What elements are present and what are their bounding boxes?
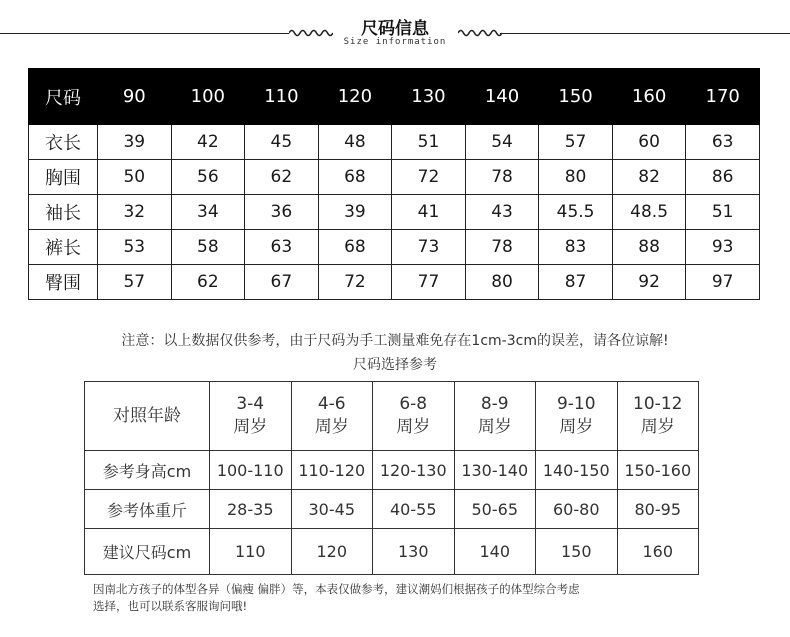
wave-ornament-right <box>458 26 502 38</box>
selection-cell-line: 周岁 <box>640 417 675 437</box>
selection-cell-line: 周岁 <box>233 417 268 437</box>
measurement-value: 56 <box>171 160 245 195</box>
measurement-value: 58 <box>171 230 245 265</box>
measurement-value: 43 <box>465 195 539 230</box>
selection-cell: 30-45 <box>291 490 373 529</box>
measurement-value: 48 <box>318 125 392 160</box>
measurement-value: 45 <box>245 125 319 160</box>
selection-cell-line: 周岁 <box>477 417 512 437</box>
measurement-value: 39 <box>98 125 172 160</box>
selection-label: 建议尺码cm <box>85 529 210 575</box>
measurement-value: 34 <box>171 195 245 230</box>
selection-cell: 140-150 <box>536 451 618 490</box>
measurement-value: 78 <box>465 230 539 265</box>
measurement-value: 57 <box>98 265 172 300</box>
selection-label: 参考体重斤 <box>85 490 210 529</box>
size-selection-title: 尺码选择参考 <box>353 357 437 373</box>
size-header-cell: 150 <box>539 69 613 125</box>
size-header-cell: 90 <box>98 69 172 125</box>
measurement-label: 臀围 <box>29 265 98 300</box>
selection-cell: 110 <box>210 529 292 575</box>
measurement-value: 73 <box>392 230 466 265</box>
measurement-label: 袖长 <box>29 195 98 230</box>
measurement-value: 51 <box>686 195 760 230</box>
measurement-value: 57 <box>539 125 613 160</box>
measurement-value: 87 <box>539 265 613 300</box>
measurement-value: 63 <box>686 125 760 160</box>
measurement-label: 胸围 <box>29 160 98 195</box>
measurement-value: 41 <box>392 195 466 230</box>
selection-cell: 160 <box>617 529 699 575</box>
measurement-value: 80 <box>465 265 539 300</box>
measurement-value: 82 <box>612 160 686 195</box>
size-header-cell: 120 <box>318 69 392 125</box>
size-header-cell: 100 <box>171 69 245 125</box>
measurement-value: 63 <box>245 230 319 265</box>
measurement-value: 72 <box>318 265 392 300</box>
selection-cell-line: 周岁 <box>559 417 594 437</box>
selection-cell: 60-80 <box>536 490 618 529</box>
selection-cell-line: 10-12 <box>633 394 683 415</box>
size-header-cell: 170 <box>686 69 760 125</box>
measurement-note: 注意：以上数据仅供参考，由于尺码为手工测量难免存在1cm-3cm的误差，请各位谅解! <box>121 333 669 349</box>
selection-row <box>85 529 699 575</box>
measurement-value: 97 <box>686 265 760 300</box>
footer-line: 因南北方孩子的体型各异（偏瘦 偏胖）等，本表仅做参考，建议潮妈们根据孩子的体型综合考虑 <box>93 582 580 596</box>
measurement-value: 48.5 <box>612 195 686 230</box>
measurement-label: 衣长 <box>29 125 98 160</box>
measurement-value: 77 <box>392 265 466 300</box>
measurement-value: 78 <box>465 160 539 195</box>
size-header-cell: 130 <box>392 69 466 125</box>
measurement-value: 86 <box>686 160 760 195</box>
selection-cell: 120 <box>291 529 373 575</box>
measurement-label: 裤长 <box>29 230 98 265</box>
selection-cell-line: 8-9 <box>480 394 509 415</box>
selection-cell: 28-35 <box>210 490 292 529</box>
size-selection-table <box>84 381 699 575</box>
measurement-value: 67 <box>245 265 319 300</box>
selection-cell: 50-65 <box>454 490 536 529</box>
size-header-cell: 140 <box>465 69 539 125</box>
measurement-value: 88 <box>612 230 686 265</box>
size-header-cell: 160 <box>612 69 686 125</box>
selection-cell <box>210 382 292 451</box>
measurement-value: 36 <box>245 195 319 230</box>
selection-cell: 140 <box>454 529 536 575</box>
selection-cell-line: 周岁 <box>396 417 431 437</box>
selection-cell <box>373 382 455 451</box>
measurement-value: 32 <box>98 195 172 230</box>
measurement-value: 83 <box>539 230 613 265</box>
selection-label: 参考身高cm <box>85 451 210 490</box>
measurement-value: 54 <box>465 125 539 160</box>
selection-cell <box>454 382 536 451</box>
selection-cell <box>536 382 618 451</box>
size-header-row <box>29 69 760 125</box>
selection-cell: 40-55 <box>373 490 455 529</box>
selection-cell-line: 6-8 <box>399 394 428 415</box>
measurement-value: 68 <box>318 230 392 265</box>
selection-cell: 150 <box>536 529 618 575</box>
size-row <box>29 160 760 195</box>
selection-cell: 130-140 <box>454 451 536 490</box>
selection-cell-line: 4-6 <box>317 394 346 415</box>
measurement-value: 53 <box>98 230 172 265</box>
size-chart-table <box>28 68 760 300</box>
measurement-value: 50 <box>98 160 172 195</box>
measurement-value: 42 <box>171 125 245 160</box>
measurement-value: 92 <box>612 265 686 300</box>
selection-cell-line: 周岁 <box>314 417 349 437</box>
size-header-cell: 尺码 <box>29 69 98 125</box>
page-subtitle: Size information <box>343 37 447 47</box>
measurement-value: 68 <box>318 160 392 195</box>
size-row <box>29 195 760 230</box>
selection-cell <box>291 382 373 451</box>
selection-cell: 130 <box>373 529 455 575</box>
section-header <box>0 0 790 55</box>
selection-cell: 100-110 <box>210 451 292 490</box>
page-title: 尺码信息 <box>361 19 429 39</box>
measurement-value: 93 <box>686 230 760 265</box>
selection-cell: 80-95 <box>617 490 699 529</box>
size-row <box>29 230 760 265</box>
divider-right <box>500 33 790 34</box>
selection-cell: 150-160 <box>617 451 699 490</box>
measurement-value: 72 <box>392 160 466 195</box>
selection-cell-line: 9-10 <box>556 394 596 415</box>
measurement-value: 62 <box>245 160 319 195</box>
selection-cell: 110-120 <box>291 451 373 490</box>
measurement-value: 62 <box>171 265 245 300</box>
measurement-value: 39 <box>318 195 392 230</box>
size-header-cell: 110 <box>245 69 319 125</box>
selection-cell <box>617 382 699 451</box>
measurement-value: 45.5 <box>539 195 613 230</box>
size-row <box>29 265 760 300</box>
selection-cell: 120-130 <box>373 451 455 490</box>
selection-row <box>85 490 699 529</box>
selection-row <box>85 382 699 451</box>
measurement-value: 60 <box>612 125 686 160</box>
measurement-value: 51 <box>392 125 466 160</box>
selection-row <box>85 451 699 490</box>
footer-note <box>93 581 753 615</box>
footer-line: 选择，也可以联系客服询问哦! <box>93 599 248 613</box>
size-row <box>29 125 760 160</box>
selection-cell-line: 3-4 <box>236 394 265 415</box>
measurement-value: 80 <box>539 160 613 195</box>
selection-label: 对照年龄 <box>85 382 210 451</box>
